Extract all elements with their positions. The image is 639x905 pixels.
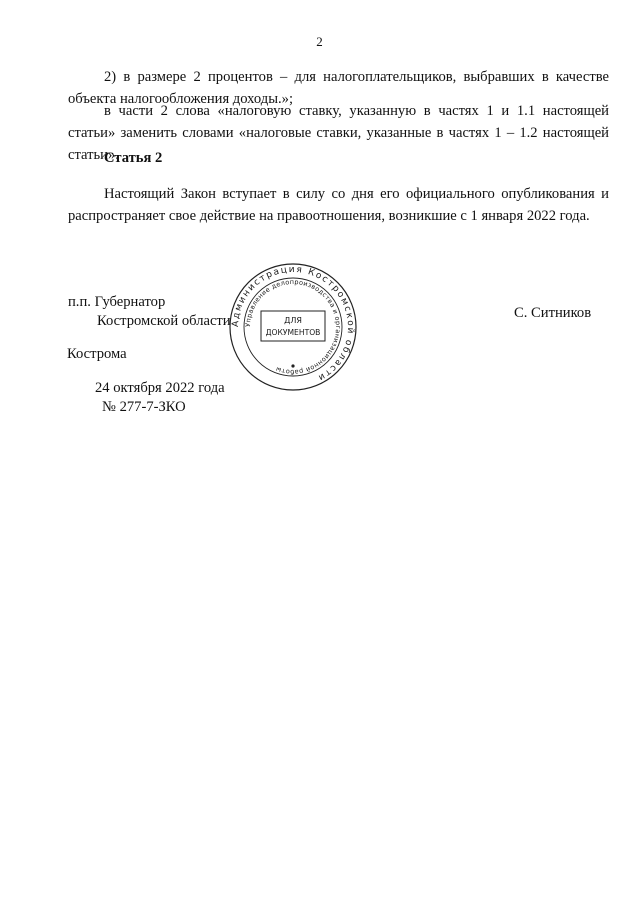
stamp-center-line1: ДЛЯ — [284, 316, 302, 325]
article-heading: Статья 2 — [104, 150, 163, 166]
stamp-outer-text: Администрация Костромской области — [230, 264, 356, 383]
city: Кострома — [67, 346, 127, 362]
signatory-role: п.п. Губернатор — [68, 294, 166, 310]
document-date: 24 октября 2022 года — [95, 380, 225, 396]
body-paragraph: в части 2 слова «налоговую ставку, указанную в частях 1 и 1.1 настоящей статьи» заменить словами «налоговые ставки, указанные в частях 1 – 1.2 настоящей статьи». — [68, 103, 609, 163]
official-stamp — [228, 262, 358, 392]
stamp-inner-text: Управление делопроизводства и организационной работы — [243, 277, 343, 377]
article-text: Настоящий Закон вступает в силу со дня его официального опубликования и распространяет свое действие на правоотношения, возникшие с 1 января 2022 года. — [68, 186, 609, 224]
stamp-dot — [291, 364, 294, 367]
page-number: 2 — [316, 34, 323, 49]
document-number: № 277-7-ЗКО — [102, 399, 186, 415]
body-paragraph: 2) в размере 2 процентов – для налогоплательщиков, выбравших в качестве объекта налогообложения доходы.»; — [68, 69, 609, 107]
signatory-region: Костромской области — [97, 313, 231, 329]
signatory-name: С. Ситников — [514, 305, 592, 321]
stamp-center-line2: ДОКУМЕНТОВ — [265, 328, 321, 337]
